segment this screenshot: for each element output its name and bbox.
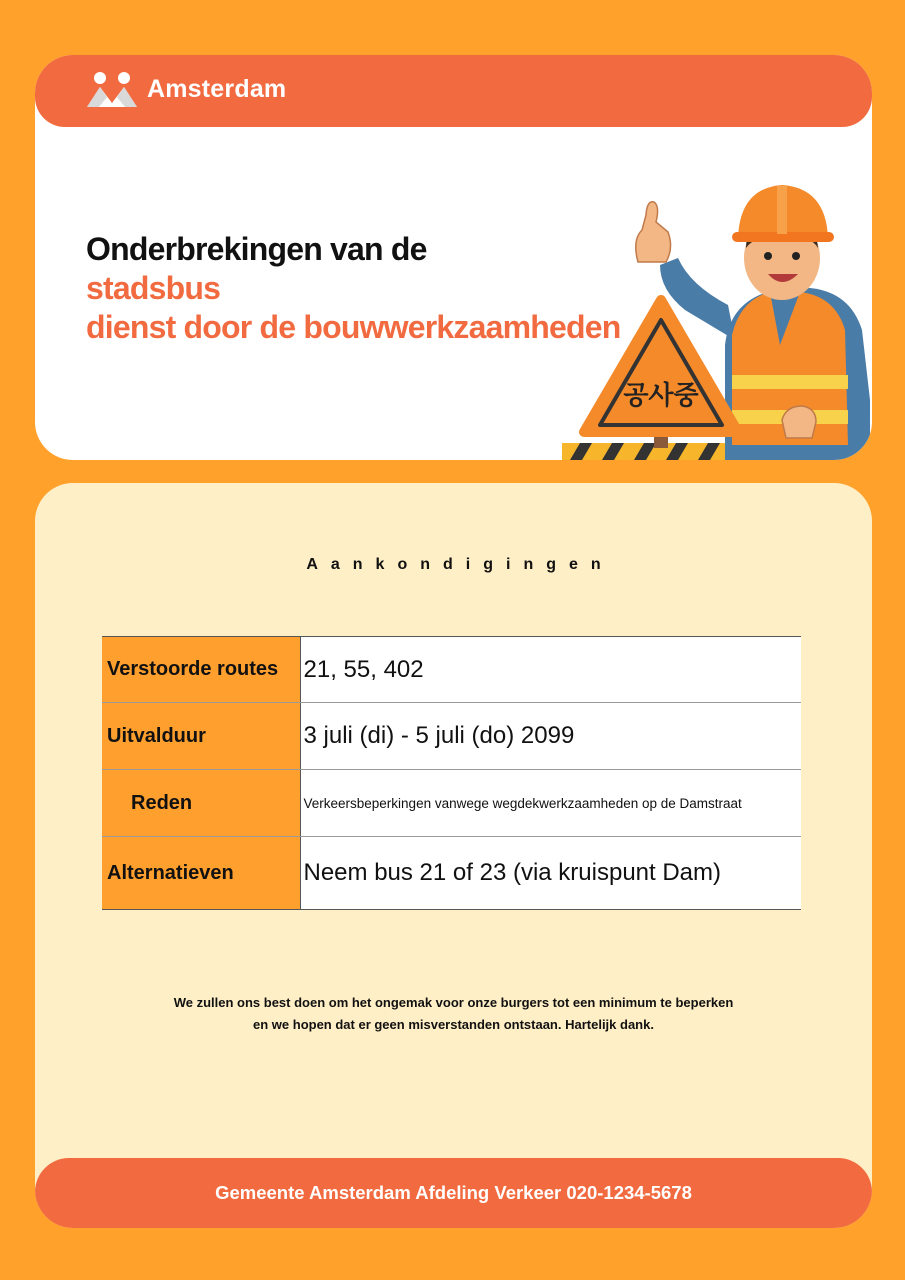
table-row (102, 703, 801, 770)
footer-contact: Gemeente Amsterdam Afdeling Verkeer 020-1234-5678 (215, 1182, 692, 1203)
announcements-panel (35, 483, 872, 1228)
row-label: Uitvalduur (102, 703, 300, 770)
announcements-table (102, 636, 801, 910)
table-row (102, 637, 801, 703)
sign-text: 공사중 (623, 381, 699, 411)
row-value: 21, 55, 402 (300, 637, 801, 703)
row-value: Neem bus 21 of 23 (via kruispunt Dam) (300, 837, 801, 910)
hero-card (35, 55, 872, 460)
row-label: Reden (102, 770, 300, 837)
section-title: Aankondigingen (306, 556, 614, 573)
header-bar (35, 55, 872, 127)
table-row (102, 770, 801, 837)
note-line-2: en we hopen dat er geen misverstanden ontstaan. Hartelijk dank. (253, 1017, 654, 1032)
title-line-3: dienst door de bouwwerkzaamheden (86, 309, 621, 345)
table-row (102, 837, 801, 910)
row-label: Verstoorde routes (102, 637, 300, 703)
title-line-1: Onderbrekingen van de (86, 231, 427, 267)
brand-name: Amsterdam (147, 75, 287, 103)
closing-note (35, 992, 872, 1036)
row-value: 3 juli (di) - 5 juli (do) 2099 (300, 703, 801, 770)
row-label: Alternatieven (102, 837, 300, 910)
note-line-1: We zullen ons best doen om het ongemak voor onze burgers tot een minimum te beperken (173, 995, 734, 1010)
row-value: Verkeersbeperkingen vanwege wegdekwerkzaamheden op de Damstraat (300, 770, 801, 837)
title-line-2: stadsbus (86, 270, 221, 306)
footer-bar (35, 1158, 872, 1228)
people-logo-icon (87, 71, 137, 109)
construction-worker-illustration (550, 170, 870, 460)
page-title (86, 230, 621, 347)
